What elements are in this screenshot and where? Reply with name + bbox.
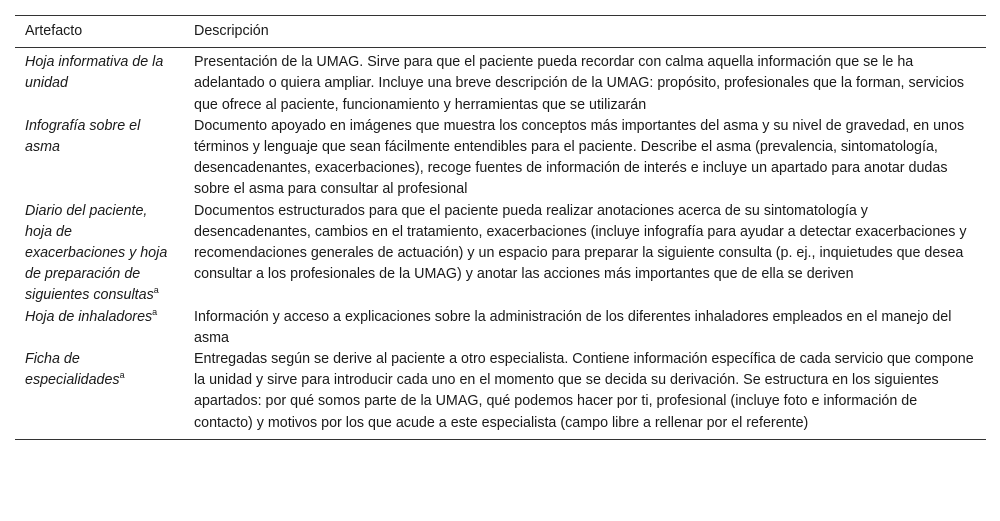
table-row bbox=[15, 116, 986, 201]
artefact-cell bbox=[15, 116, 184, 201]
footnote-marker: a bbox=[119, 370, 125, 381]
table-row bbox=[15, 349, 986, 439]
header-descripcion: Descripción bbox=[194, 23, 269, 39]
table-row bbox=[15, 201, 986, 307]
artefact-name: Hoja informativa de la unidad bbox=[25, 54, 164, 92]
artefacts-table bbox=[15, 15, 986, 440]
artefacts-table-container bbox=[15, 15, 986, 440]
artefact-cell bbox=[15, 307, 184, 349]
footnote-marker: a bbox=[152, 306, 158, 317]
artefact-name: Hoja de inhaladores bbox=[25, 308, 153, 325]
artefact-cell bbox=[15, 201, 184, 307]
table-row bbox=[15, 307, 986, 349]
artefact-name: Ficha de especialidades bbox=[25, 351, 120, 389]
artefact-cell bbox=[15, 349, 184, 439]
description-cell: Documento apoyado en imágenes que muestra los conceptos más importantes del asma y su nivel de gravedad, en unos términos y lenguaje que sean fácilmente entendibles para el paciente. Describe el asma (prevalencia, sintomatología, desencadenantes, exacerbaciones), recoge fuentes de información de interés e incluye un apartado para anotar dudas sobre el asma para consultar al profesional bbox=[194, 117, 965, 198]
artefact-cell bbox=[15, 48, 184, 116]
table-row bbox=[15, 48, 986, 116]
description-cell: Presentación de la UMAG. Sirve para que el paciente pueda recordar con calma aquella información que se le ha adelantado o quiera ampliar. Incluye una breve descripción de la UMAG: propósito, profesionales que la forman, servicios que ofrece al paciente, funcionamiento y herramientas que se utilizarán bbox=[194, 54, 965, 113]
description-cell: Documentos estructurados para que el paciente pueda realizar anotaciones acerca de su sintomatología y desencadenantes, cambios en el tratamiento, exacerbaciones (incluye infografía para ayudar a detectar exacerbaciones y recomendaciones generales de actuación) y un espacio para preparar la siguiente consulta (p. ej., inquietudes que desea consultar a los profesionales de la UMAG) y anotar las acciones más importantes que de ella se deriven bbox=[194, 202, 967, 283]
table-header-row bbox=[15, 16, 986, 48]
header-artefacto: Artefacto bbox=[25, 23, 83, 39]
description-cell: Entregadas según se derive al paciente a otro especialista. Contiene información específica de cada servicio que compone la unidad y sirve para introducir cada uno en el momento que se decida su derivación. Se estructura en los siguientes apartados: por qué somos parte de la UMAG, qué podemos hacer por ti, profesional (incluye foto e información de contacto) y motivos por los que acude a este especialista (campo libre a rellenar por el referente) bbox=[194, 351, 974, 431]
footnote-marker: a bbox=[153, 285, 159, 296]
artefact-name: Infografía sobre el asma bbox=[25, 117, 141, 156]
artefact-name: Diario del paciente, hoja de exacerbaciones y hoja de preparación de siguientes consultas bbox=[25, 202, 168, 304]
description-cell: Información y acceso a explicaciones sobre la administración de los diferentes inhaladores empleados en el manejo del asma bbox=[194, 308, 952, 346]
